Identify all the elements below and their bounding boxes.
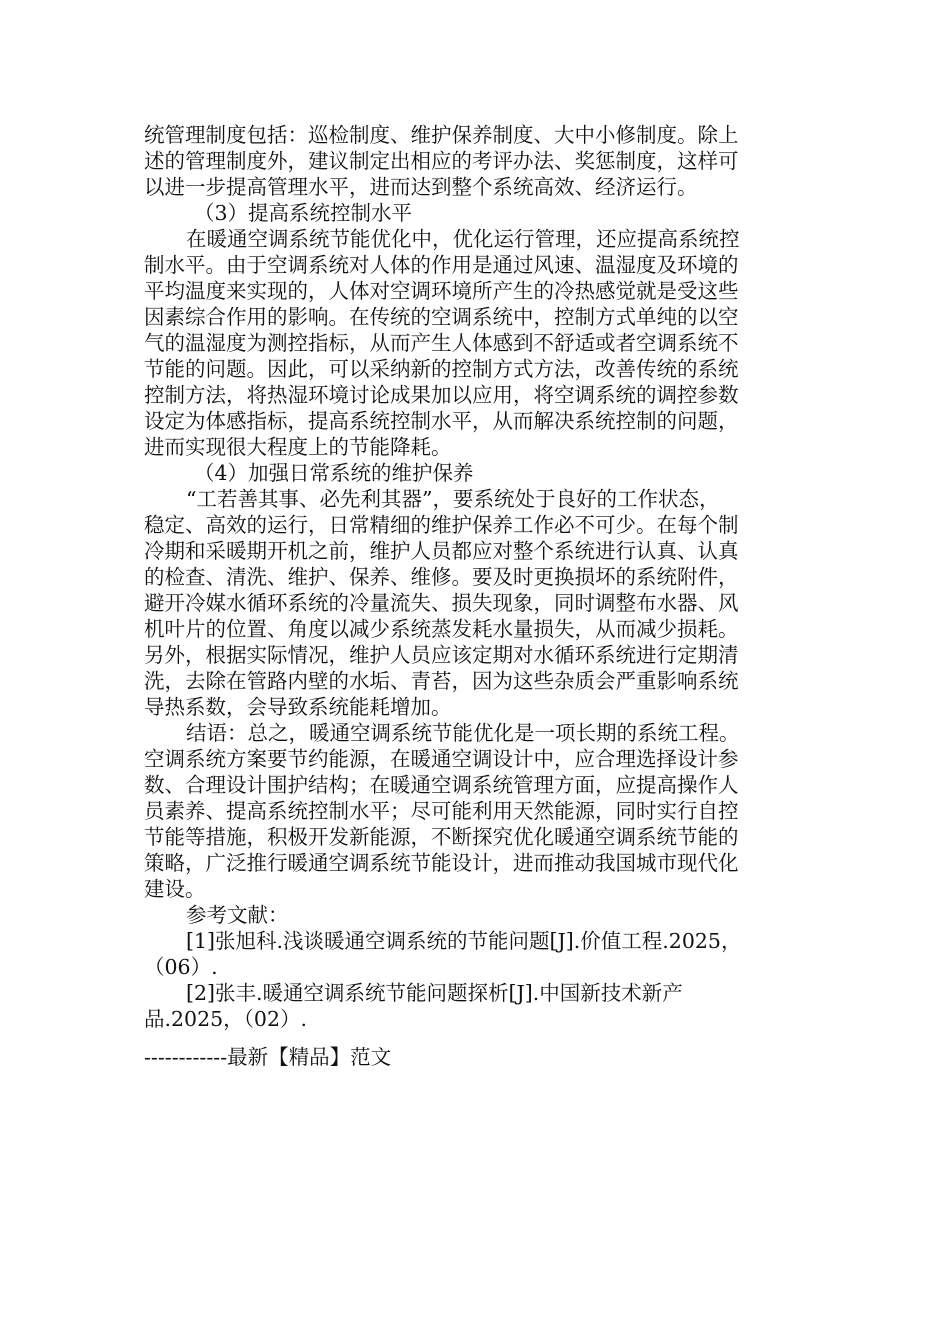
section-heading-4: （4）加强日常系统的维护保养: [194, 461, 474, 485]
reference-item: [1]张旭科.浅谈暖通空调系统的节能问题[J].价值工程.2025，: [186, 929, 742, 953]
body-line: 节能等措施，积极开发新能源，不断探究优化暖通空调系统节能的: [144, 825, 739, 849]
body-line: 导热系数，会导致系统能耗增加。: [144, 695, 452, 719]
body-line: 洗，去除在管路内壁的水垢、青苔，因为这些杂质会严重影响系统: [144, 669, 739, 693]
body-line: 数、合理设计围护结构；在暖通空调系统管理方面，应提高操作人: [144, 773, 739, 797]
body-line: 节能的问题。因此，可以采纳新的控制方式方法，改善传统的系统: [144, 357, 739, 381]
body-line: 稳定、高效的运行，日常精细的维护保养工作必不可少。在每个制: [144, 513, 739, 537]
body-line: 避开冷媒水循环系统的冷量流失、损失现象，同时调整布水器、风: [144, 591, 739, 615]
body-line: 员素养、提高系统控制水平；尽可能利用天然能源，同时实行自控: [144, 799, 739, 823]
body-line: 进而实现很大程度上的节能降耗。: [144, 435, 452, 459]
body-line: 空调系统方案要节约能源，在暖通空调设计中，应合理选择设计参: [144, 747, 739, 771]
body-line: 统管理制度包括：巡检制度、维护保养制度、大中小修制度。除上: [144, 123, 739, 147]
section-heading-3: （3）提高系统控制水平: [194, 201, 413, 225]
body-line: 控制方法，将热湿环境讨论成果加以应用，将空调系统的调控参数: [144, 383, 739, 407]
body-line: 另外，根据实际情况，维护人员应该定期对水循环系统进行定期清: [144, 643, 739, 667]
body-line: 因素综合作用的影响。在传统的空调系统中，控制方式单纯的以空: [144, 305, 739, 329]
body-line: 在暖通空调系统节能优化中，优化运行管理，还应提高系统控: [186, 227, 740, 251]
reference-item-continuation: （06）.: [144, 955, 218, 979]
references-heading: 参考文献：: [186, 903, 289, 927]
body-line: 气的温湿度为测控指标，从而产生人体感到不舒适或者空调系统不: [144, 331, 739, 355]
body-line: 平均温度来实现的，人体对空调环境所产生的冷热感觉就是受这些: [144, 279, 739, 303]
body-line: 的检查、清洗、维护、保养、维修。要及时更换损坏的系统附件，: [144, 565, 739, 589]
reference-item: [2]张丰.暖通空调系统节能问题探析[J].中国新技术新产: [186, 981, 683, 1005]
body-line: 建设。: [144, 877, 206, 901]
page-footer: ------------最新【精品】范文: [144, 1045, 392, 1069]
body-line: 策略，广泛推行暖通空调系统节能设计，进而推动我国城市现代化: [144, 851, 739, 875]
body-line: 述的管理制度外，建议制定出相应的考评办法、奖惩制度，这样可: [144, 149, 739, 173]
reference-item-continuation: 品.2025，（02）.: [144, 1007, 308, 1031]
body-line: 制水平。由于空调系统对人体的作用是通过风速、温湿度及环境的: [144, 253, 739, 277]
document-body: [144, 122, 804, 1032]
body-line: 机叶片的位置、角度以减少系统蒸发耗水量损失，从而减少损耗。: [144, 617, 739, 641]
body-line: 冷期和采暖期开机之前，维护人员都应对整个系统进行认真、认真: [144, 539, 739, 563]
body-line: 以进一步提高管理水平，进而达到整个系统高效、经济运行。: [144, 175, 698, 199]
conclusion-line: 结语：总之，暖通空调系统节能优化是一项长期的系统工程。: [186, 721, 740, 745]
body-line: “工若善其事、必先利其器”，要系统处于良好的工作状态，: [186, 487, 720, 511]
body-line: 设定为体感指标，提高系统控制水平，从而解决系统控制的问题，: [144, 409, 739, 433]
